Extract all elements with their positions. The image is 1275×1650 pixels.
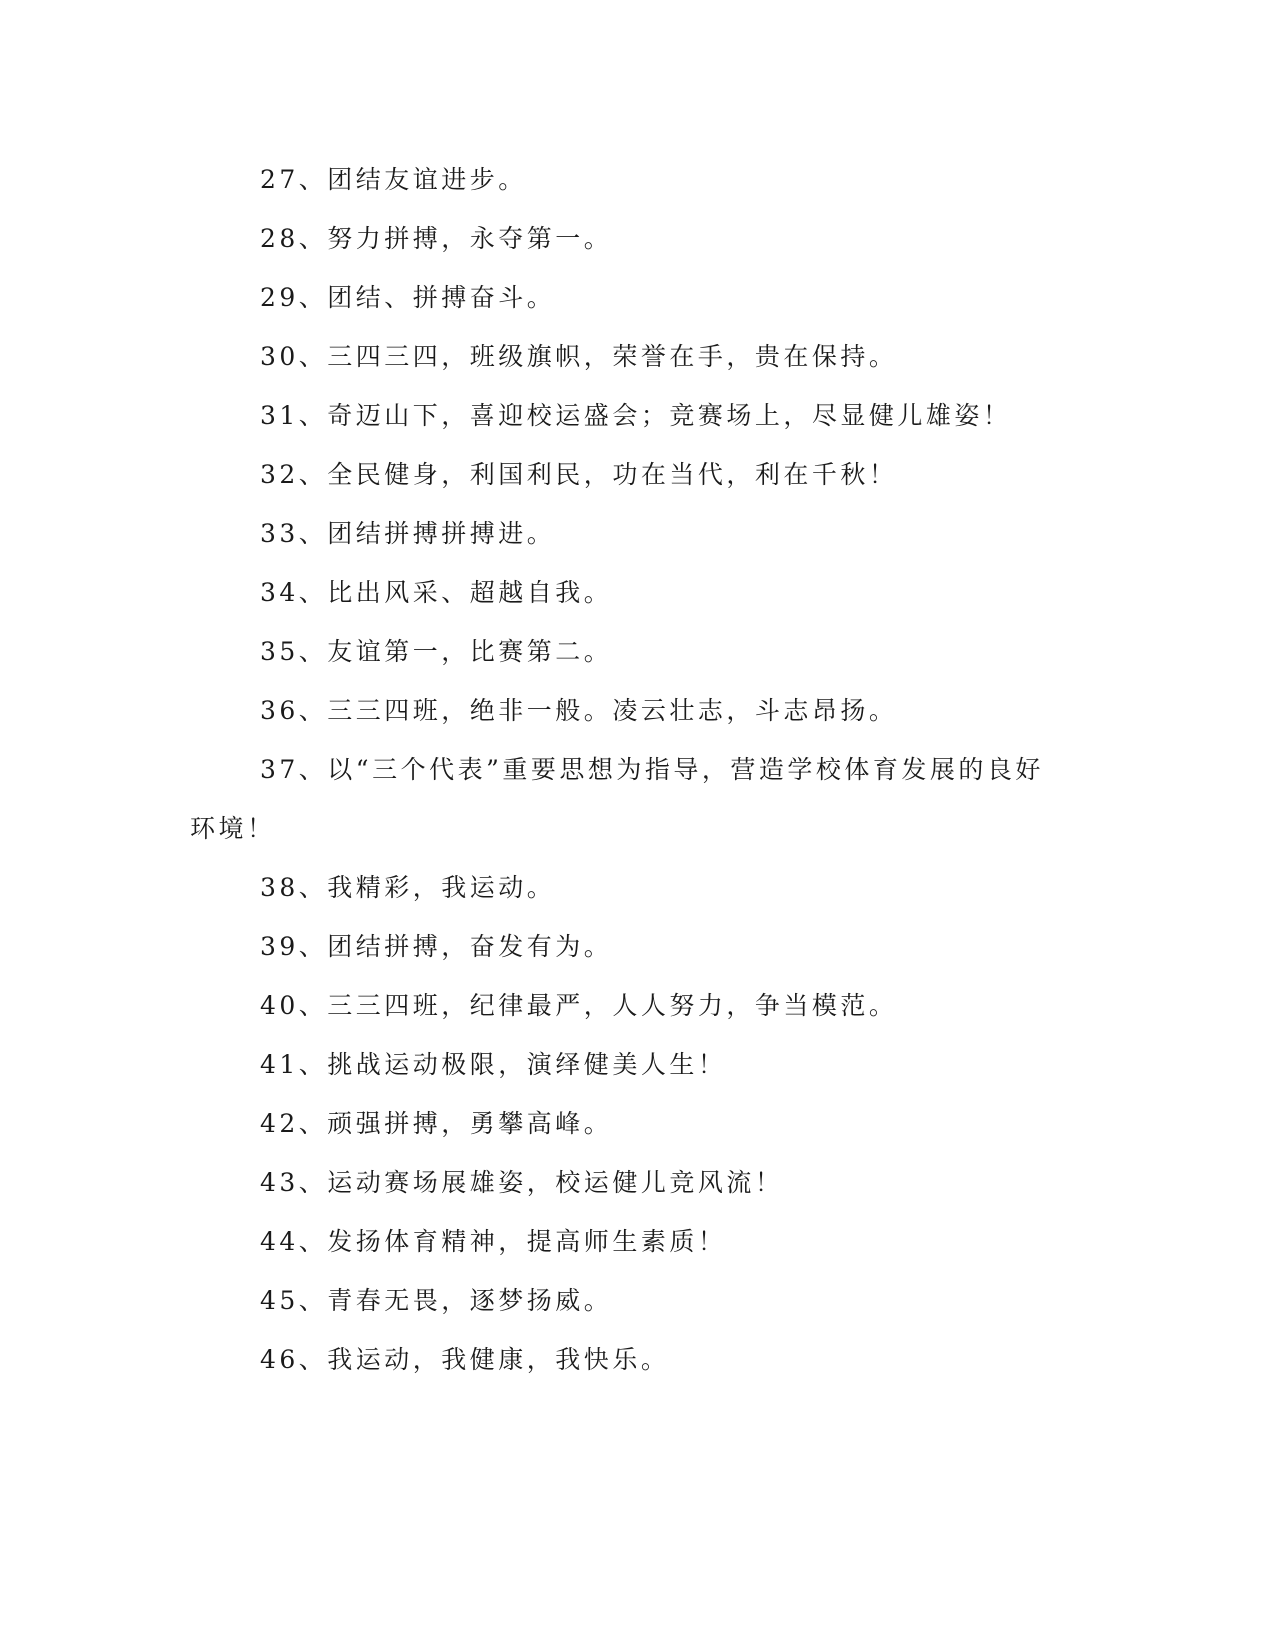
list-item: 27、团结友谊进步。: [260, 165, 527, 194]
list-item: 44、发扬体育精神，提高师生素质！: [260, 1227, 727, 1256]
list-item: 30、三四三四，班级旗帜，荣誉在手，贵在保持。: [260, 342, 898, 371]
list-item: 33、团结拼搏拼搏进。: [260, 519, 556, 548]
list-item: 46、我运动，我健康，我快乐。: [260, 1345, 670, 1374]
list-item: 32、全民健身，利国利民，功在当代，利在千秋！: [260, 460, 898, 489]
list-item: 35、友谊第一，比赛第二。: [260, 637, 613, 666]
list-item: 39、团结拼搏，奋发有为。: [260, 932, 613, 961]
list-item: 42、顽强拼搏，勇攀高峰。: [260, 1109, 613, 1138]
slogan-list: [0, 150, 1275, 1389]
list-item: 43、运动赛场展雄姿，校运健儿竞风流！: [260, 1168, 784, 1197]
list-item: 31、奇迈山下，喜迎校运盛会；竞赛场上，尽显健儿雄姿！: [260, 401, 1012, 430]
list-item: 34、比出风采、超越自我。: [260, 578, 613, 607]
list-item: 38、我精彩，我运动。: [260, 873, 556, 902]
list-item: 37、以“三个代表”重要思想为指导，营造学校体育发展的良好环境！: [190, 755, 1044, 843]
list-item: 28、努力拼搏，永夺第一。: [260, 224, 613, 253]
list-item: 40、三三四班，纪律最严，人人努力，争当模范。: [260, 991, 898, 1020]
list-item: 29、团结、拼搏奋斗。: [260, 283, 556, 312]
list-item: 36、三三四班，绝非一般。凌云壮志，斗志昂扬。: [260, 696, 898, 725]
list-item: 41、挑战运动极限，演绎健美人生！: [260, 1050, 727, 1079]
list-item: 45、青春无畏，逐梦扬威。: [260, 1286, 613, 1315]
